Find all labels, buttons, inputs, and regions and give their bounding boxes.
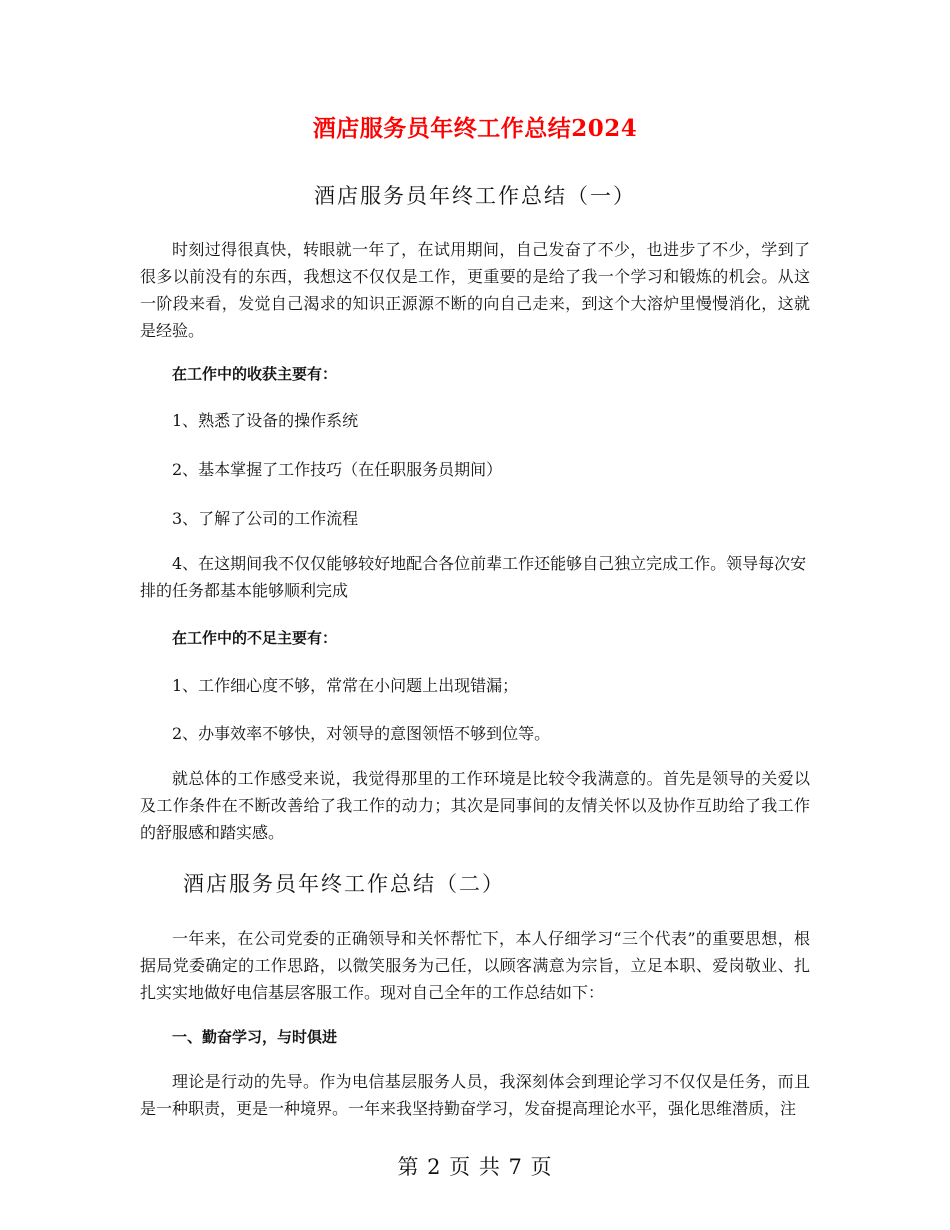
section-1-heading: 酒店服务员年终工作总结（一）: [314, 184, 636, 208]
shortcoming-item-2: 2、办事效率不够快，对领导的意图领悟不够到位等。: [172, 724, 551, 743]
page-number-footer: 第 2 页 共 7 页: [397, 1155, 553, 1179]
gains-heading: 在工作中的收获主要有：: [172, 365, 338, 383]
document-title: 酒店服务员年终工作总结2024: [312, 115, 638, 142]
gain-item-3: 3、了解了公司的工作流程: [172, 509, 359, 528]
section-2-paragraph-1: 理论是行动的先导。作为电信基层服务人员，我深刻体会到理论学习不仅仅是任务，而且是一种职责，更是一种境界。一年来我坚持勤奋学习，发奋提高理论水平，强化思维潜质，注: [140, 1072, 810, 1118]
section-2-subheading: 一、勤奋学习，与时俱进: [172, 1028, 338, 1046]
section-2-intro: 一年来，在公司党委的正确领导和关怀帮忙下，本人仔细学习“三个代表”的重要思想，根据局党委确定的工作思路，以微笑服务为己任，以顾客满意为宗旨，立足本职、爱岗敬业、扎扎实实地做好电信基层客服工作。现对自己全年的工作总结如下：: [140, 929, 810, 1002]
section-1-summary: 就总体的工作感受来说，我觉得那里的工作环境是比较令我满意的。首先是领导的关爱以及工作条件在不断改善给了我工作的动力；其次是同事间的友情关怀以及协作互助给了我工作的舒服感和踏实感。: [140, 769, 810, 842]
gain-item-2: 2、基本掌握了工作技巧（在任职服务员期间）: [172, 460, 503, 479]
gain-item-4: 4、在这期间我不仅仅能够较好地配合各位前辈工作还能够自己独立完成工作。领导每次安排的任务都基本能够顺利完成: [140, 554, 807, 600]
section-2-heading: 酒店服务员年终工作总结（二）: [183, 872, 505, 896]
shortcomings-heading: 在工作中的不足主要有：: [172, 629, 338, 647]
gain-item-1: 1、熟悉了设备的操作系统: [172, 411, 359, 430]
section-1-intro: 时刻过得很真快，转眼就一年了，在试用期间，自己发奋了不少，也进步了不少，学到了很多以前没有的东西，我想这不仅仅是工作，更重要的是给了我一个学习和锻炼的机会。从这一阶段来看，发觉自己渴求的知识正源源不断的向自己走来，到这个大溶炉里慢慢消化，这就是经验。: [140, 240, 810, 340]
shortcoming-item-1: 1、工作细心度不够，常常在小问题上出现错漏；: [172, 676, 519, 695]
